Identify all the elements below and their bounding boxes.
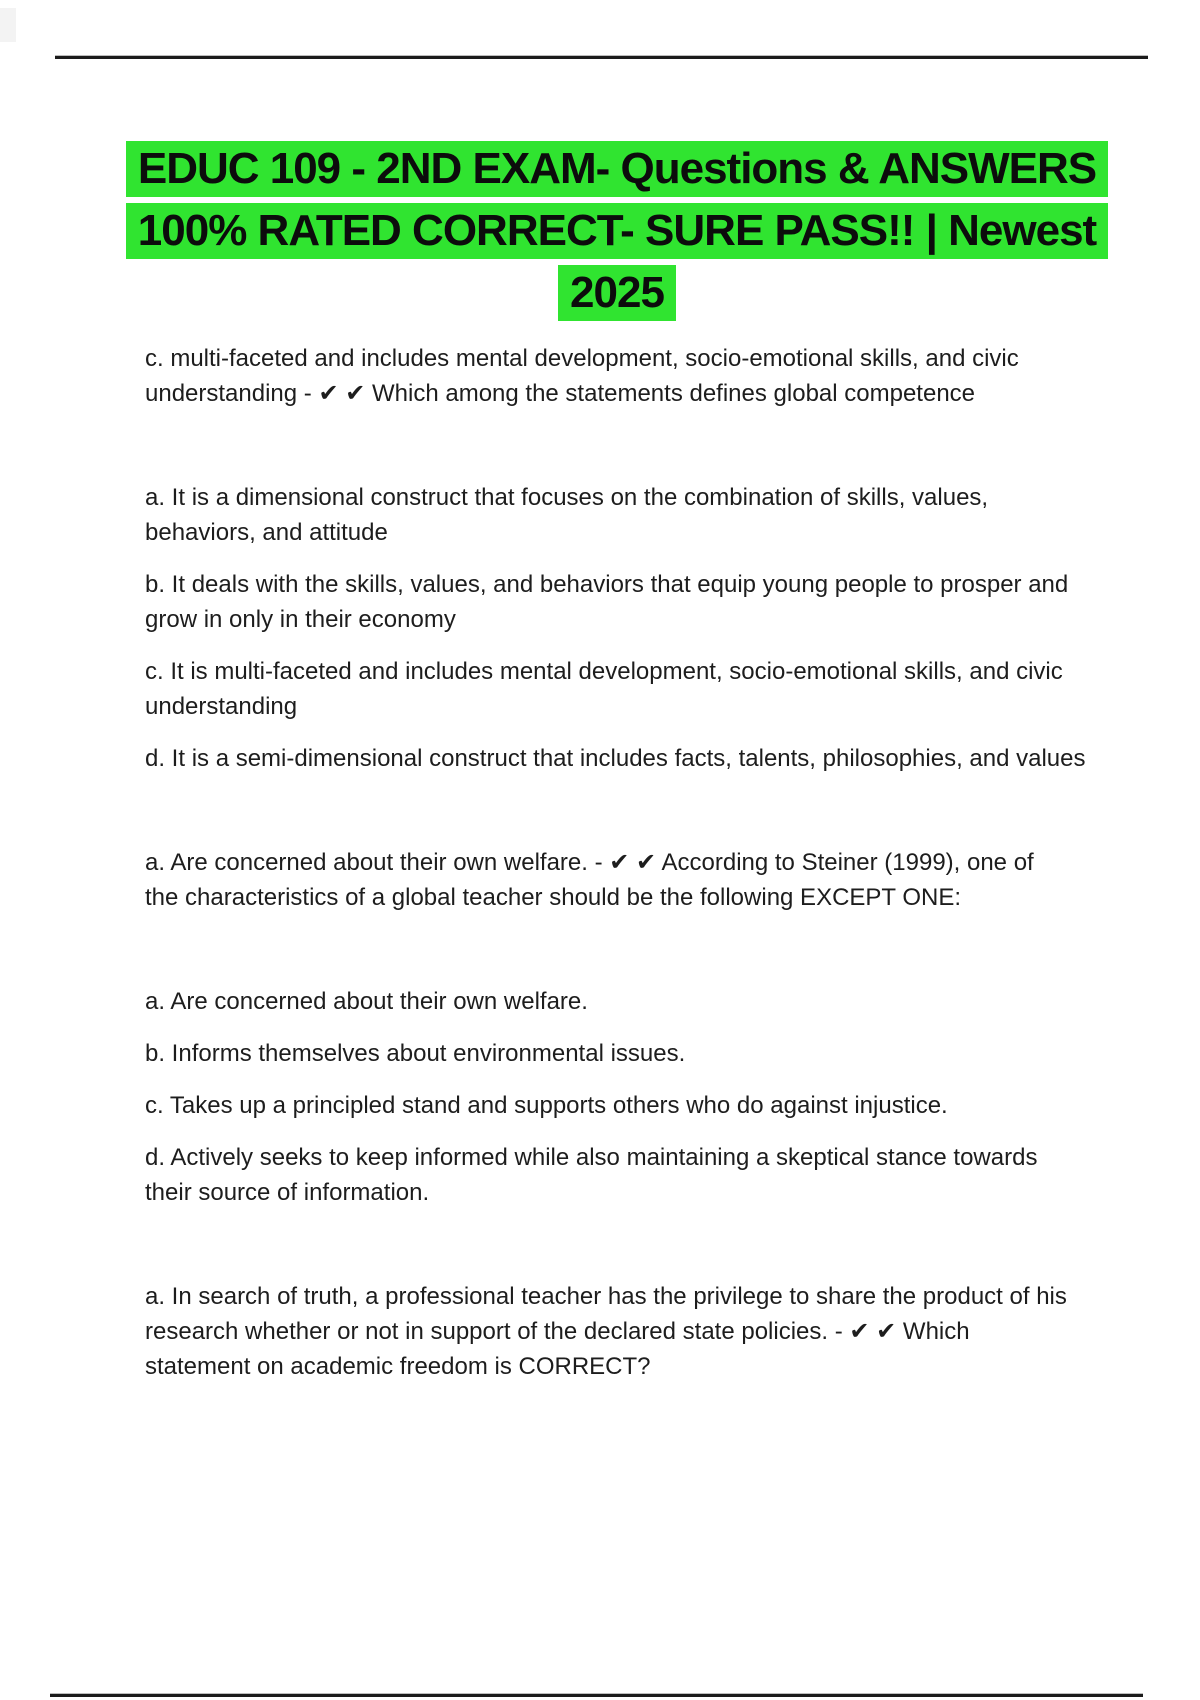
text-line: c. It is multi-faceted and includes mental development, socio-emotional skills, and civic — [145, 658, 1063, 685]
choice-paragraph-d — [145, 1140, 1145, 1210]
document-title — [0, 141, 1200, 327]
choice-paragraph-c — [145, 1088, 1145, 1123]
top-rule — [55, 56, 1148, 59]
text-line: b. It deals with the skills, values, and behaviors that equip young people to prosper and — [145, 571, 1069, 598]
choice-paragraph-a — [145, 984, 1145, 1019]
bottom-rule — [50, 1694, 1143, 1697]
text-line: a. In search of truth, a professional teacher has the privilege to share the product of his — [145, 1283, 1067, 1310]
choice-paragraph-a — [145, 480, 1145, 550]
answer-and-question-paragraph — [145, 1279, 1145, 1384]
text-line: the characteristics of a global teacher should be the following EXCEPT ONE: — [145, 884, 961, 911]
text-line: understanding — [145, 693, 298, 720]
title-line-1 — [34, 141, 1200, 203]
text-line: c. Takes up a principled stand and supports others who do against injustice. — [145, 1092, 948, 1119]
title-highlight-1: EDUC 109 - 2ND EXAM- Questions & ANSWERS — [126, 141, 1108, 197]
text-line: understanding - ✔ ✔ Which among the statements defines global competence — [145, 380, 976, 407]
text-line: statement on academic freedom is CORRECT? — [145, 1353, 651, 1380]
text-line: a. It is a dimensional construct that focuses on the combination of skills, values, — [145, 484, 989, 511]
text-line: c. multi-faceted and includes mental development, socio-emotional skills, and civic — [145, 345, 1019, 372]
scan-artifact — [0, 8, 16, 42]
blank-line — [145, 932, 1145, 984]
blank-line — [145, 793, 1145, 845]
text-line: d. Actively seeks to keep informed while also maintaining a skeptical stance towards — [145, 1144, 1038, 1171]
title-line-2 — [34, 203, 1200, 265]
text-line: grow in only in their economy — [145, 606, 456, 633]
text-line: a. Are concerned about their own welfare. — [145, 988, 588, 1015]
text-line: behaviors, and attitude — [145, 519, 388, 546]
answer-and-question-paragraph — [145, 341, 1145, 411]
blank-line — [145, 428, 1145, 480]
choice-paragraph-b — [145, 567, 1145, 637]
blank-line — [145, 1227, 1145, 1279]
text-line: d. It is a semi-dimensional construct that includes facts, talents, philosophies, and values — [145, 745, 1086, 772]
text-line: a. Are concerned about their own welfare. - ✔ ✔ According to Steiner (1999), one of — [145, 849, 1034, 876]
title-line-3 — [34, 265, 1200, 327]
choice-paragraph-d — [145, 741, 1145, 776]
answer-and-question-paragraph — [145, 845, 1145, 915]
choice-paragraph-c — [145, 654, 1145, 724]
text-line: their source of information. — [145, 1179, 430, 1206]
title-highlight-2: 100% RATED CORRECT- SURE PASS!! | Newest — [126, 203, 1108, 259]
document-body — [145, 341, 1145, 1401]
text-line: research whether or not in support of the declared state policies. - ✔ ✔ Which — [145, 1318, 970, 1345]
choice-paragraph-b — [145, 1036, 1145, 1071]
text-line: b. Informs themselves about environmental issues. — [145, 1040, 686, 1067]
title-highlight-3: 2025 — [558, 265, 676, 321]
